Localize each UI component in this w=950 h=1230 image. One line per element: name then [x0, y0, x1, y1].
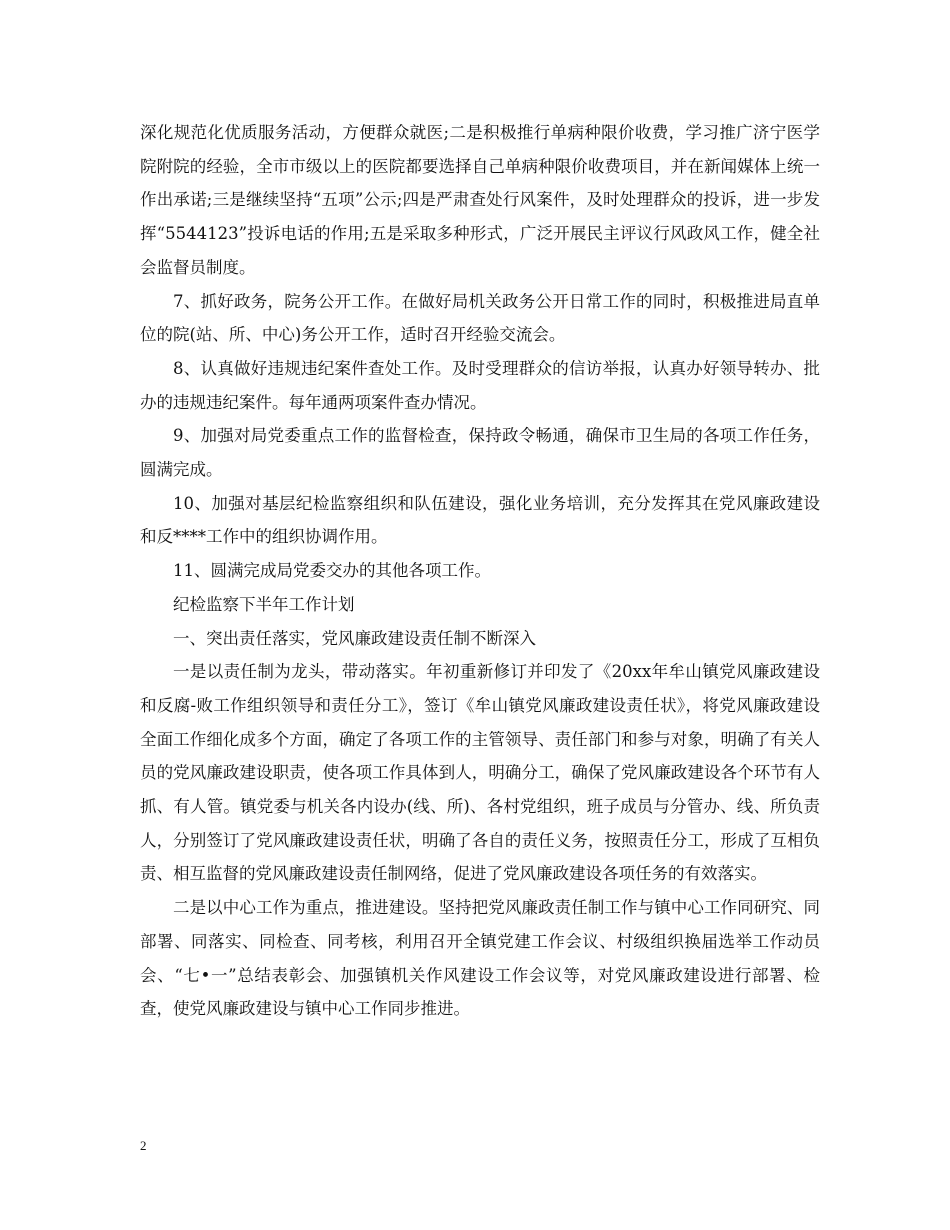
section-heading-1: 一、突出责任落实，党风廉政建设责任制不断深入 — [173, 628, 536, 648]
paragraph-item-10: 10、加强对基层纪检监察组织和队伍建设，强化业务培训，充分发挥其在党风廉政建设和反****工作中的组织协调作用。 — [140, 493, 820, 547]
page-number: 2 — [140, 1138, 147, 1153]
paragraph-item-11: 11、圆满完成局党委交办的其他各项工作。 — [173, 561, 491, 581]
paragraph-item-9: 9、加强对局党委重点工作的监督检查，保持政令畅通，确保市卫生局的各项工作任务，圆满完成。 — [140, 426, 820, 480]
paragraph-item-7: 7、抓好政务，院务公开工作。在做好局机关政务公开日常工作的同时，积极推进局直单位的院(站、所、中心)务公开工作，适时召开经验交流会。 — [140, 291, 820, 345]
paragraph-continuation: 深化规范化优质服务活动，方便群众就医;二是积极推行单病种限价收费，学习推广济宁医学院附院的经验，全市市级以上的医院都要选择自己单病种限价收费项目，并在新闻媒体上统一作出承诺;三是继续坚持“五项”公示;四是严肃查处行风案件，及时处理群众的投诉，进一步发挥“5544123”投诉电话的作用;五是采取多种形式，广泛开展民主评议行风政风工作，健全社会监督员制度。 — [140, 123, 820, 277]
document-body — [140, 116, 820, 1026]
paragraph-point-2: 二是以中心工作为重点，推进建设。坚持把党风廉政责任制工作与镇中心工作同研究、同部署、同落实、同检查、同考核，利用召开全镇党建工作会议、村级组织换届选举工作动员会、“七•一”总结表彰会、加强镇机关作风建设工作会议等，对党风廉政建设进行部署、检查，使党风廉政建设与镇中心工作同步推进。 — [140, 898, 820, 1019]
section-title: 纪检监察下半年工作计划 — [173, 594, 355, 614]
paragraph-item-8: 8、认真做好违规违纪案件查处工作。及时受理群众的信访举报，认真办好领导转办、批办的违规违纪案件。每年通两项案件查办情况。 — [140, 358, 820, 412]
paragraph-point-1: 一是以责任制为龙头，带动落实。年初重新修订并印发了《20xx年牟山镇党风廉政建设和反腐-败工作组织领导和责任分工》，签订《牟山镇党风廉政建设责任状》，将党风廉政建设全面工作细化成多个方面，确定了各项工作的主管领导、责任部门和参与对象，明确了有关人员的党风廉政建设职责，使各项工作具体到人，明确分工，确保了党风廉政建设各个环节有人抓、有人管。镇党委与机关各内设办(线、所)、各村党组织，班子成员与分管办、线、所负责人，分别签订了党风廉政建设责任状，明确了各自的责任义务，按照责任分工，形成了互相负责、相互监督的党风廉政建设责任制网络，促进了党风廉政建设各项任务的有效落实。 — [140, 662, 820, 884]
